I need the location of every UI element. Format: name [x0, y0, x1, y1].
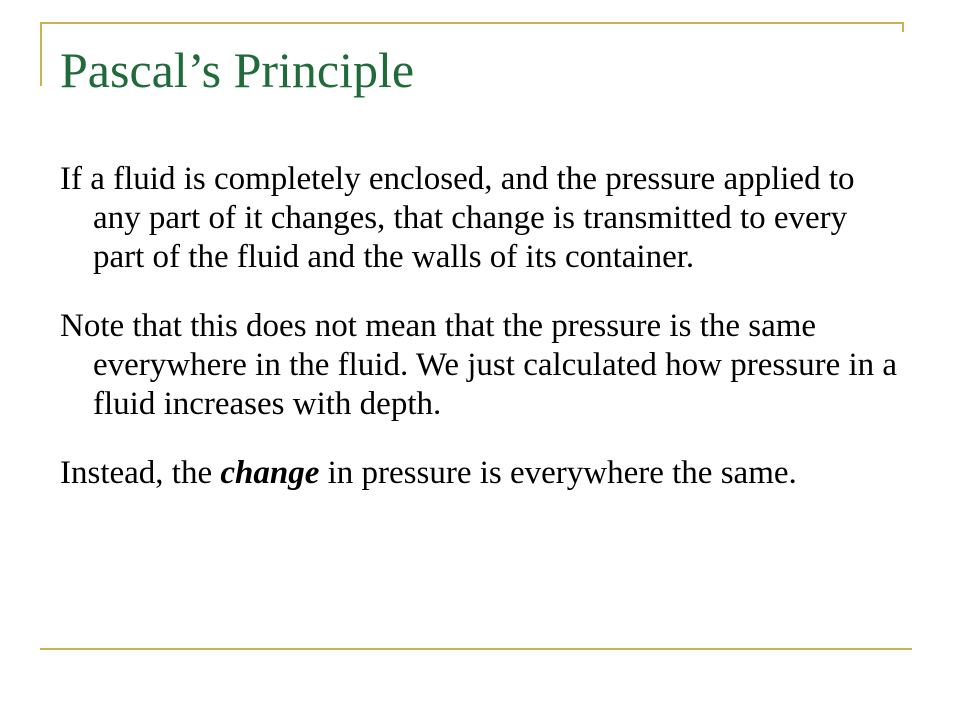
- top-left-rule: [40, 22, 42, 86]
- slide-body: [60, 160, 906, 523]
- conclusion-text-after: in pressure is everywhere the same.: [319, 455, 797, 491]
- top-right-rule: [902, 22, 904, 32]
- emphasized-word: change: [220, 455, 320, 491]
- slide-title: Pascal’s Principle: [60, 42, 415, 98]
- paragraph-definition: If a fluid is completely enclosed, and the pressure applied to any part of it changes, that change is transmitted to every part of the fluid and the walls of its container.: [60, 161, 855, 275]
- paragraph-conclusion: [60, 454, 906, 493]
- paragraph-note: Note that this does not mean that the pressure is the same everywhere in the fluid. We just calculated how pressure in a fluid increases with depth.: [60, 308, 898, 422]
- conclusion-text-before: Instead, the: [60, 455, 221, 491]
- top-rule: [40, 22, 904, 24]
- bottom-rule: [40, 648, 912, 650]
